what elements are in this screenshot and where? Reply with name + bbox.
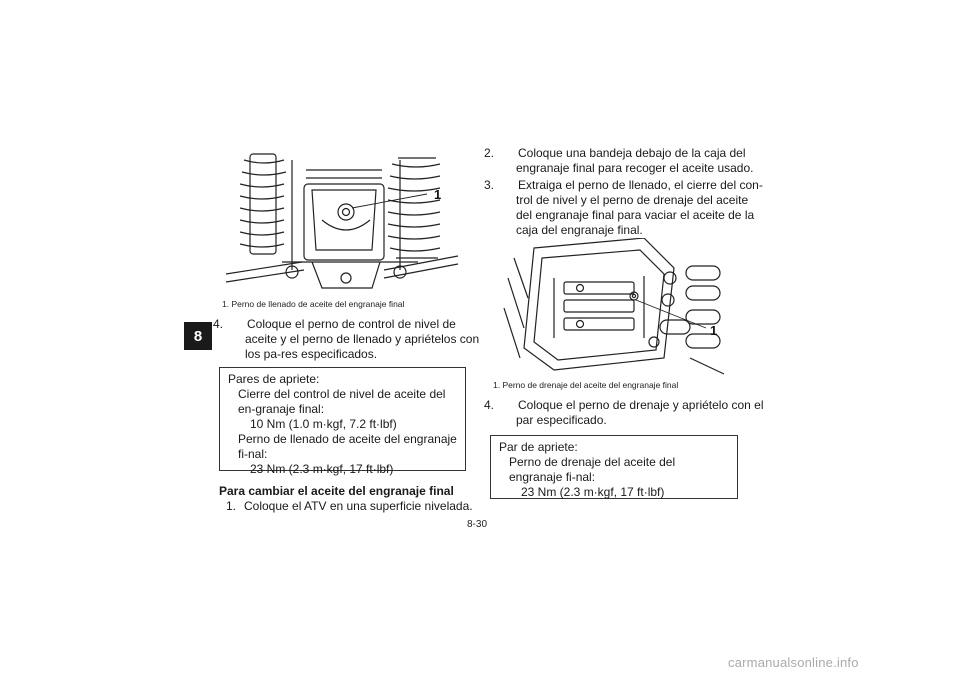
- right-step-3-text: Extraiga el perno de llenado, el cierre del con-trol de nivel y el perno de drenaje del aceite del engranaje final para vaciar el aceite de la caja del engranaje final.: [516, 178, 763, 237]
- left-torque-item1-value: 10 Nm (1.0 m·kgf, 7.2 ft·lbf): [250, 417, 397, 431]
- right-step-2: [484, 146, 764, 176]
- left-torque-item2-value: 23 Nm (2.3 m·kgf, 17 ft·lbf): [250, 462, 394, 476]
- right-torque-item1-value: 23 Nm (2.3 m·kgf, 17 ft·lbf): [521, 485, 665, 499]
- page-number: 8-30: [467, 519, 488, 530]
- right-torque-spec-box: [490, 435, 738, 499]
- right-torque-item1-label: Perno de drenaje del aceite del engranaje fi-nal:: [509, 455, 676, 484]
- final-gear-filler-bolt-illustration: [222, 150, 462, 296]
- right-step-3: [484, 178, 764, 238]
- chapter-tab: 8: [184, 322, 212, 350]
- left-torque-title: Pares de apriete:: [228, 372, 320, 386]
- right-figure-caption: 1. Perno de drenaje del aceite del engranaje final: [493, 380, 679, 390]
- left-figure-illustration: [222, 150, 462, 296]
- right-step-2-number: 2.: [484, 146, 495, 160]
- right-step-2-text: Coloque una bandeja debajo de la caja del engranaje final para recoger el aceite usado.: [516, 146, 754, 175]
- left-figure-callout-number: 1: [434, 187, 442, 202]
- left-figure-caption: 1. Perno de llenado de aceite del engranaje final: [222, 299, 405, 309]
- left-step-1: [226, 499, 473, 514]
- left-torque-item2-label: Perno de llenado de aceite del engranaje fi-nal:: [238, 432, 457, 461]
- right-step-4: [484, 398, 764, 428]
- left-step-1-text: Coloque el ATV en una superficie nivelada.: [244, 499, 473, 513]
- left-step-4: [213, 317, 489, 362]
- right-figure-callout-number: 1: [710, 323, 718, 338]
- left-step-4-number: 4.: [213, 317, 224, 331]
- footer-watermark: carmanualsonline.info: [728, 655, 859, 670]
- right-figure-illustration: [494, 238, 738, 378]
- section-heading: Para cambiar el aceite del engranaje final: [219, 484, 454, 498]
- left-torque-spec-box: [219, 367, 466, 476]
- left-torque-item1-label: Cierre del control de nivel de aceite del en-granaje final:: [238, 387, 446, 416]
- right-step-4-number: 4.: [484, 398, 495, 412]
- left-step-1-number: 1.: [226, 499, 237, 513]
- left-step-4-text: Coloque el perno de control de nivel de aceite y el perno de llenado y apriételos con los pa-res especificados.: [245, 317, 480, 361]
- right-step-4-text: Coloque el perno de drenaje y apriételo con el par especificado.: [516, 398, 764, 427]
- final-gear-drain-bolt-illustration: [494, 238, 738, 378]
- right-torque-title: Par de apriete:: [499, 440, 578, 454]
- right-step-3-number: 3.: [484, 178, 495, 192]
